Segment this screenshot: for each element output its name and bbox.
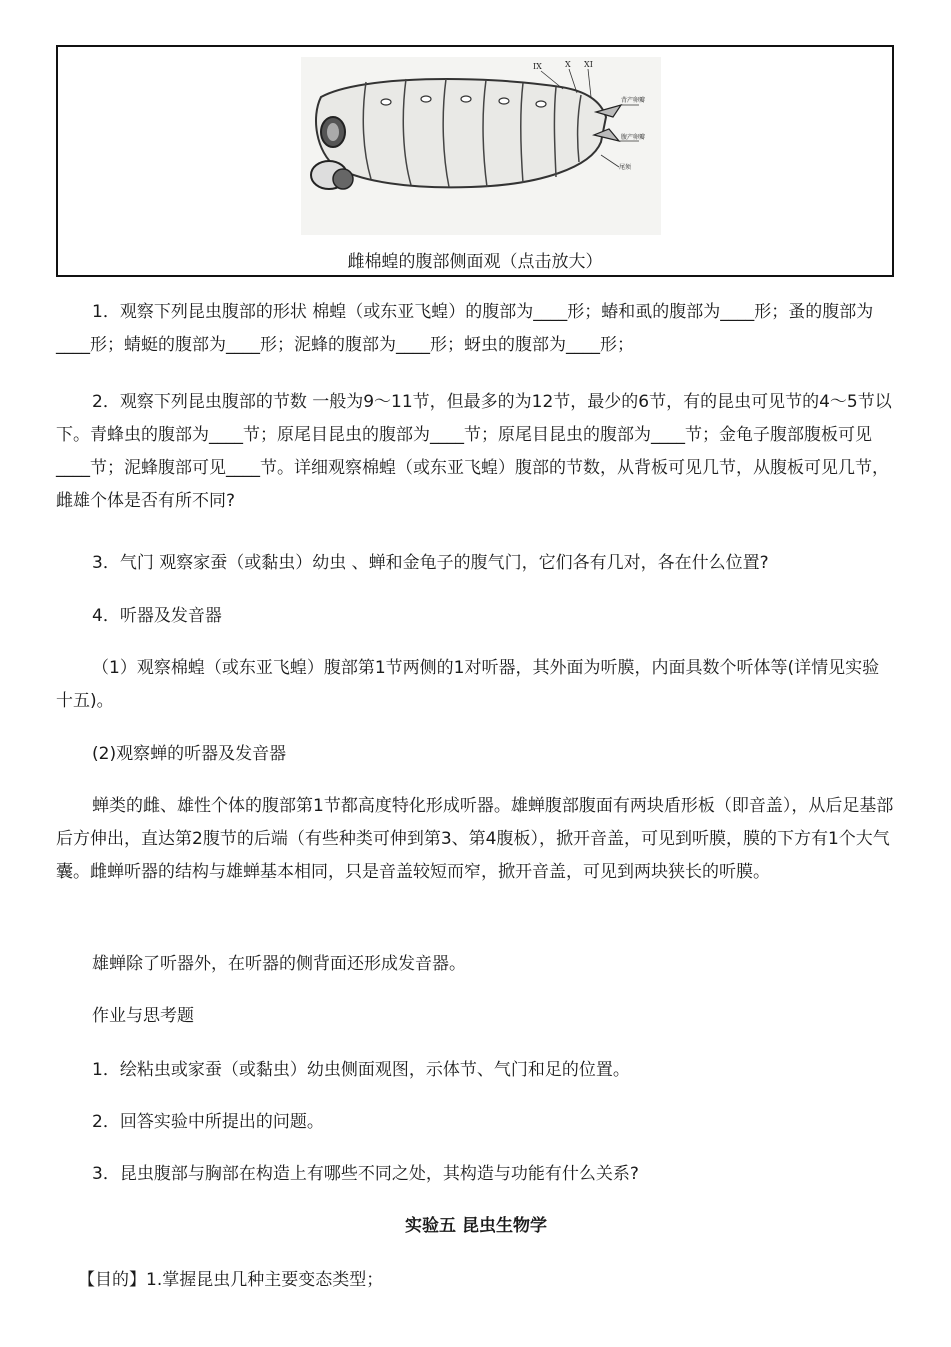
figure-caption: 雌棉蝗的腹部侧面观（点击放大） (347, 252, 603, 272)
section-heading-homework: 作业与思考题 (92, 1006, 194, 1026)
label-dorsal-valve: 背产卵瓣 (621, 97, 646, 104)
paragraph-4: 4．听器及发音器 (92, 606, 222, 626)
paragraph-1: 1．观察下列昆虫腹部的形状 棉蝗（或东亚飞蝗）的腹部为____形；蝽和虱的腹部为____形；蚤的腹部为____形；蜻蜓的腹部为____形；泥蜂的腹部为____形；蚜虫的腹部为____形； (56, 302, 874, 355)
paragraph-3: 3．气门 观察家蚕（或黏虫）幼虫 、蝉和金龟子的腹气门，它们各有几对，各在什么位置? (92, 553, 769, 573)
experiment-title: 实验五 昆虫生物学 (405, 1216, 547, 1236)
homework-item-2: 2．回答实验中所提出的问题。 (92, 1112, 324, 1132)
paragraph-6: (2)观察蝉的听器及发音器 (92, 744, 287, 764)
paragraph-7: 蝉类的雌、雄性个体的腹部第1节都高度特化形成听器。雄蝉腹部腹面有两块盾形板（即音盖），从后足基部后方伸出，直达第2腹节的后端（有些种类可伸到第3、第4腹板），掀开音盖，可见到听膜，膜的下方有1个大气囊。雌蝉听器的结构与雄蝉基本相同，只是音盖较短而窄，掀开音盖，可见到两块狭长的听膜。 (56, 796, 894, 882)
figure-box (56, 45, 894, 277)
insect-abdomen-illustration[interactable] (301, 57, 661, 235)
homework-item-3: 3．昆虫腹部与胸部在构造上有哪些不同之处，其构造与功能有什么关系? (92, 1164, 639, 1184)
label-cercus: 尾须 (619, 164, 632, 171)
homework-item-1: 1．绘粘虫或家蚕（或黏虫）幼虫侧面观图，示体节、气门和足的位置。 (92, 1060, 630, 1080)
paragraph-2: 2．观察下列昆虫腹部的节数 一般为9～11节，但最多的为12节，最少的6节，有的昆虫可见节的4～5节以下。青蜂虫的腹部为____节；原尾目昆虫的腹部为____节；原尾目昆虫的腹部为____节；金龟子腹部腹板可见____节；泥蜂腹部可见____节。详细观察棉蝗（或东亚飞蝗）腹部的节数，从背板可见几节，从腹板可见几节，雌雄个体是否有所不同? (56, 392, 892, 511)
label-ventral-valve: 腹产卵瓣 (621, 134, 646, 141)
paragraph-5: （1）观察棉蝗（或东亚飞蝗）腹部第1节两侧的1对听器，其外面为听膜，内面具数个听体等(详情见实验十五)。 (56, 658, 880, 711)
label-ix: IX (533, 62, 542, 71)
objective-line: 【目的】1.掌握昆虫几种主要变态类型； (78, 1270, 384, 1290)
paragraph-8: 雄蝉除了听器外，在听器的侧背面还形成发音器。 (92, 954, 466, 974)
label-xi: XI (584, 60, 593, 69)
label-x: X (565, 60, 571, 69)
